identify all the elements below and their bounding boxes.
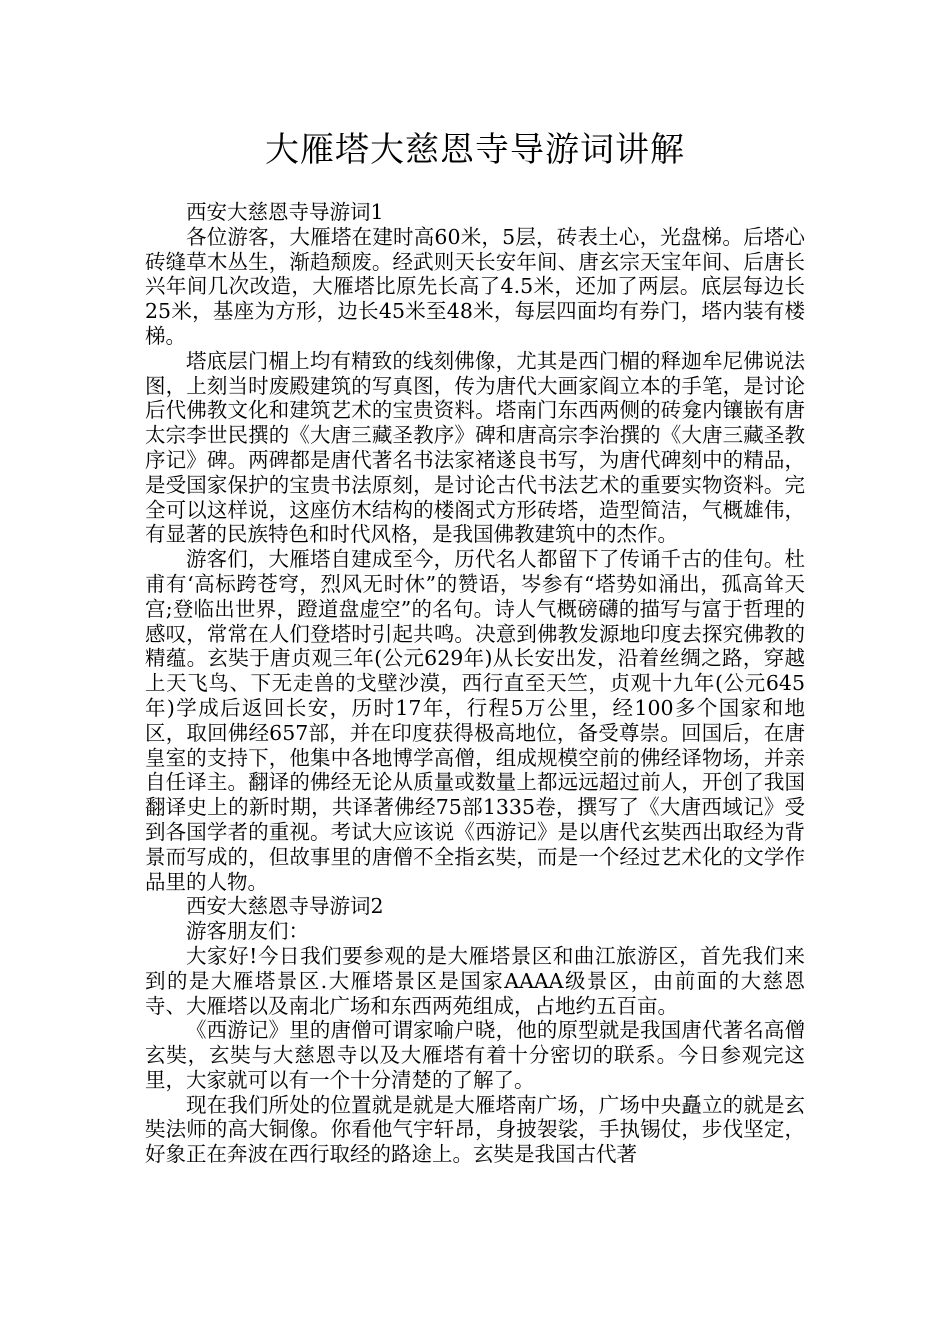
- paragraph-heading-2: 西安大慈恩寺导游词2: [186, 894, 384, 919]
- paragraph: 大家好!今日我们要参观的是大雁塔景区和曲江旅游区，首先我们来到的是大雁塔景区.大雁塔景区是国家AAAA级景区，由前面的大慈恩寺、大雁塔以及南北广场和东西两苑组成，占地约五百亩。: [145, 943, 805, 1018]
- paragraph: 游客们，大雁塔自建成至今，历代名人都留下了传诵千古的佳句。杜甫有‘高标跨苍穹，烈风无时休”的赞语，岑参有“塔势如涌出，孤高耸天宫;登临出世界，蹬道盘虚空”的名句。诗人气概磅礴的描写与富于哲理的感叹，常常在人们登塔时引起共鸣。决意到佛教发源地印度去探究佛教的精蕴。玄奘于唐贞观三年(公元629年)从长安出发，沿着丝绸之路，穿越上天飞鸟、下无走兽的戈壁沙漠，西行直至天竺，贞观十九年(公元645年)学成后返回长安，历时17年，行程5万公里，经100多个国家和地区，取回佛经657部，并在印度获得极高地位，备受尊崇。回国后，在唐皇室的支持下，他集中各地博学高僧，组成规模空前的佛经译物场，并亲自任译主。翻译的佛经无论从质量或数量上都远远超过前人，开创了我国翻译史上的新时期，共译著佛经75部1335卷，撰写了《大唐西域记》受到各国学者的重视。考试大应该说《西游记》是以唐代玄奘西出取经为背景而写成的，但故事里的唐僧不全指玄奘，而是一个经过艺术化的文学作品里的人物。: [145, 547, 805, 894]
- paragraph-heading-1: 西安大慈恩寺导游词1: [186, 200, 384, 224]
- paragraph-greeting: 游客朋友们：: [186, 919, 309, 944]
- paragraph: 各位游客，大雁塔在建时高60米，5层，砖表土心，光盘梯。后塔心砖缝草木丛生，渐趋颓废。经武则天长安年间、唐玄宗天宝年间、后唐长兴年间几次改造，大雁塔比原先长高了4.5米，还加了两层。底层每边长25米，基座为方形，边长45米至48米，每层四面均有券门，塔内装有楼梯。: [145, 224, 805, 348]
- paragraph: 《西游记》里的唐僧可谓家喻户晓，他的原型就是我国唐代著名高僧玄奘，玄奘与大慈恩寺以及大雁塔有着十分密切的联系。今日参观完这里，大家就可以有一个十分清楚的了解了。: [145, 1018, 805, 1092]
- paragraph: 现在我们所处的位置就是就是大雁塔南广场，广场中央矗立的就是玄奘法师的高大铜像。你看他气宇轩昂，身披袈裟，手执锡仗，步伐坚定，好象正在奔波在西行取经的路途上。玄奘是我国古代著: [145, 1092, 805, 1167]
- paragraph: 塔底层门楣上均有精致的线刻佛像，尤其是西门楣的释迦牟尼佛说法图，上刻当时废殿建筑的写真图，传为唐代大画家阎立本的手笔，是讨论后代佛教文化和建筑艺术的宝贵资料。塔南门东西两侧的砖龛内镶嵌有唐太宗李世民撰的《大唐三藏圣教序》碑和唐高宗李治撰的《大唐三藏圣教序记》碑。两碑都是唐代著名书法家褚遂良书写，为唐代碑刻中的精品，是受国家保护的宝贵书法原刻，是讨论古代书法艺术的重要实物资料。完全可以这样说，这座仿木结构的楼阁式方形砖塔，造型简洁，气概雄伟，有显著的民族特色和时代风格，是我国佛教建筑中的杰作。: [145, 348, 805, 547]
- document-body: [145, 200, 805, 1167]
- document-title: 大雁塔大慈恩寺导游词讲解: [265, 130, 685, 170]
